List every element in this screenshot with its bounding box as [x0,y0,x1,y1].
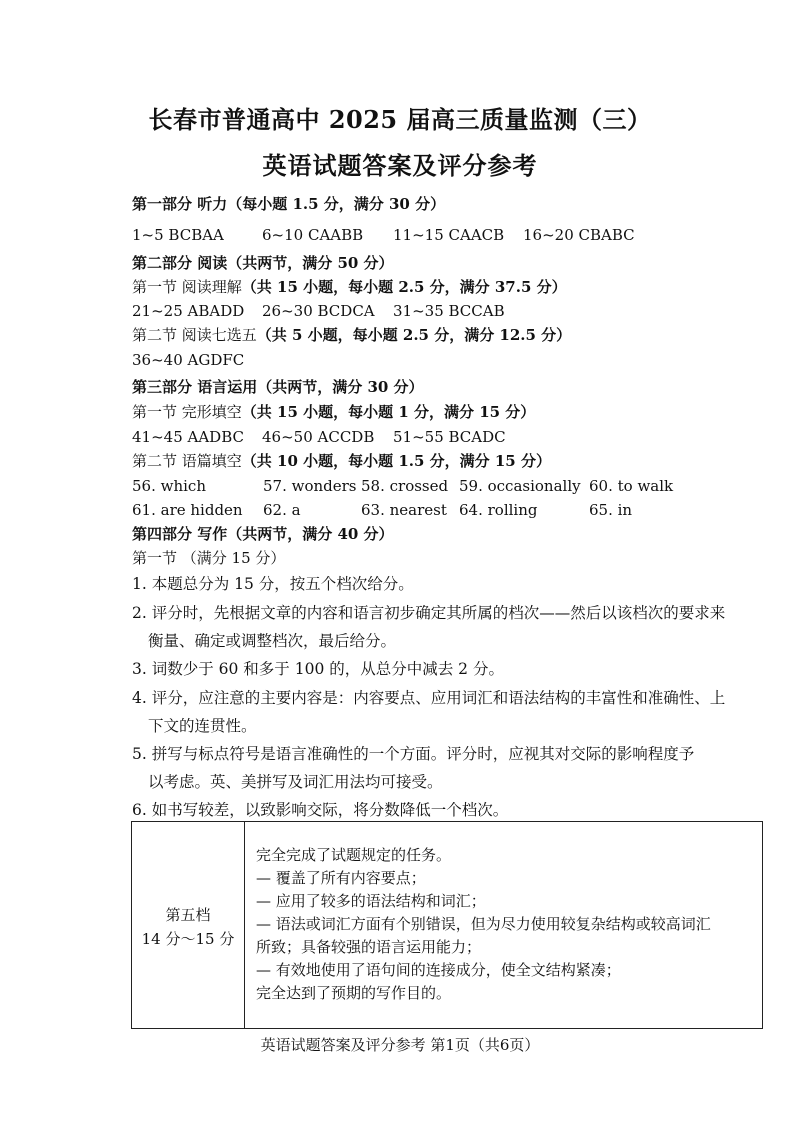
answer-group: 11~15 CAACB [393,226,505,244]
criteria-line: — 有效地使用了语句间的连接成分，使全文结构紧凑； [256,961,621,979]
answer-group: 36~40 AGDFC [132,351,245,369]
section-label: 第二节 阅读七选五 [132,326,257,344]
fill-answer: 57. wonders [263,477,357,495]
rule-line: 5. 拼写与标点符号是语言准确性的一个方面。评分时，应视其对交际的影响程度予 [132,745,695,763]
page-title: 长春市普通高中 2025 届高三质量监测（三） [148,105,652,134]
part3-section1 [132,402,535,422]
rule-line: 6. 如书写较差，以致影响交际，将分数降低一个档次。 [132,801,509,819]
fill-answer: 60. to walk [589,477,674,495]
answer-group: 16~20 CBABC [523,226,635,244]
level-range: 14 分～15 分 [141,930,235,948]
answer-group: 6~10 CAABB [262,226,364,244]
criteria-line: — 覆盖了所有内容要点； [256,869,426,887]
part2-section1 [132,277,567,297]
fill-answer: 56. which [132,477,206,495]
section-label: 第一节 完形填空 [132,403,242,421]
answer-group: 51~55 BCADC [393,428,506,446]
fill-answer: 59. occasionally [459,477,581,495]
rule-line: 4. 评分，应注意的主要内容是：内容要点、应用词汇和语法结构的丰富性和准确性、上 [132,689,726,707]
fill-answer: 64. rolling [459,501,538,519]
section-rule: （共 15 小题，每小题 2.5 分，满分 37.5 分） [241,278,567,296]
page-footer: 英语试题答案及评分参考 第1页（共6页） [260,1036,540,1054]
criteria-line: 完全完成了试题规定的任务。 [256,846,452,864]
table-divider [244,822,245,1028]
rule-line: 下文的连贯性。 [148,717,257,735]
part2-heading: 第二部分 阅读（共两节，满分 50 分） [132,254,394,272]
section-rule: （共 10 小题，每小题 1.5 分，满分 15 分） [241,452,551,470]
fill-answer: 63. nearest [361,501,447,519]
section-rule: （共 5 小题，每小题 2.5 分，满分 12.5 分） [256,326,572,344]
fill-answer: 58. crossed [361,477,449,495]
part1-heading: 第一部分 听力（每小题 1.5 分，满分 30 分） [132,195,446,213]
part4-heading: 第四部分 写作（共两节，满分 40 分） [132,525,394,543]
part2-section2 [132,325,571,345]
rule-line: 衡量、确定或调整档次，最后给分。 [148,632,397,650]
level-name: 第五档 [165,906,211,924]
section-label: 第二节 语篇填空 [132,452,242,470]
part4-section1-label: 第一节 （满分 15 分） [132,549,286,567]
fill-answer: 65. in [589,501,633,519]
answer-group: 21~25 ABADD [132,302,245,320]
criteria-line: 完全达到了预期的写作目的。 [256,984,452,1002]
part3-section2 [132,451,551,471]
answer-group: 31~35 BCCAB [393,302,505,320]
criteria-line: — 语法或词汇方面有个别错误，但为尽力使用较复杂结构或较高词汇 [256,915,711,933]
page-subtitle: 英语试题答案及评分参考 [262,151,538,180]
fill-answer: 61. are hidden [132,501,243,519]
answer-group: 41~45 AADBC [132,428,244,446]
rule-line: 以考虑。英、美拼写及词汇用法均可接受。 [148,773,443,791]
rule-line: 1. 本题总分为 15 分，按五个档次给分。 [132,575,414,593]
scoring-table [131,821,763,1029]
answer-group: 26~30 BCDCA [262,302,375,320]
section-label: 第一节 阅读理解 [132,278,242,296]
fill-answer: 62. a [263,501,301,519]
rule-line: 3. 词数少于 60 和多于 100 的，从总分中减去 2 分。 [132,660,504,678]
rule-line: 2. 评分时，先根据文章的内容和语言初步确定其所属的档次——然后以该档次的要求来 [132,604,726,622]
criteria-line: — 应用了较多的语法结构和词汇； [256,892,486,910]
part3-heading: 第三部分 语言运用（共两节，满分 30 分） [132,378,424,396]
section-rule: （共 15 小题，每小题 1 分，满分 15 分） [241,403,536,421]
answer-group: 1~5 BCBAA [132,226,224,244]
answer-group: 46~50 ACCDB [262,428,375,446]
criteria-line: 所致；具备较强的语言运用能力； [256,938,482,956]
